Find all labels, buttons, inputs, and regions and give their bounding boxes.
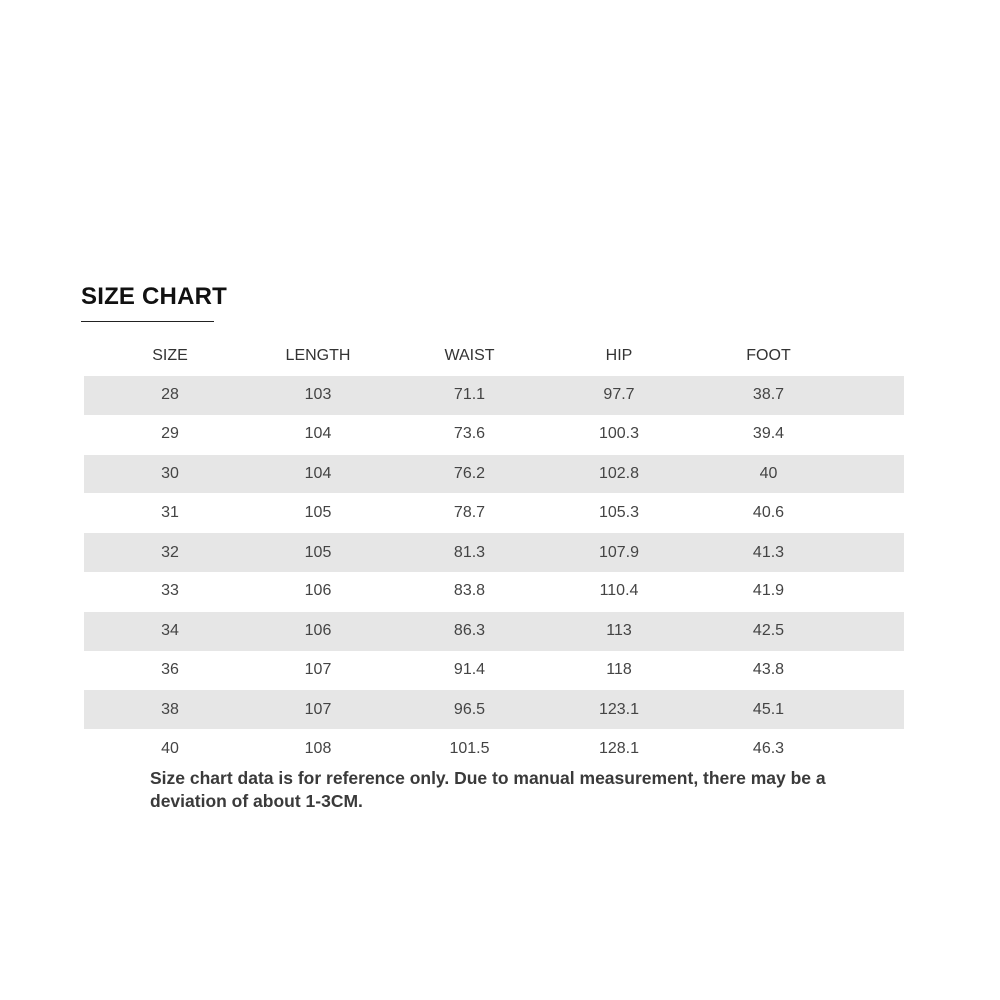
cell-length: 103 xyxy=(256,376,380,415)
cell-foot: 41.3 xyxy=(679,533,858,572)
cell-hip: 128.1 xyxy=(598,739,640,757)
cell-spacer xyxy=(858,533,904,572)
header-foot: FOOT xyxy=(746,346,791,364)
cell-length: 107 xyxy=(304,660,332,678)
table-row xyxy=(84,729,904,768)
cell-hip: 113 xyxy=(559,611,679,650)
cell-spacer xyxy=(858,611,904,650)
cell-size: 32 xyxy=(84,533,256,572)
cell-hip: 123.1 xyxy=(559,690,679,729)
table-header-row xyxy=(84,336,904,376)
cell-length: 107 xyxy=(256,690,380,729)
cell-size: 40 xyxy=(161,739,179,757)
cell-foot: 45.1 xyxy=(679,690,858,729)
cell-foot: 46.3 xyxy=(752,739,785,757)
cell-waist: 76.2 xyxy=(380,454,559,493)
measurement-disclaimer: Size chart data is for reference only. Due to manual measurement, there may be a deviation of about 1-3CM. xyxy=(150,768,826,811)
cell-length: 105 xyxy=(256,533,380,572)
cell-spacer xyxy=(858,376,904,415)
cell-foot: 41.9 xyxy=(752,582,785,600)
cell-waist: 86.3 xyxy=(380,611,559,650)
title-underline xyxy=(81,321,214,322)
cell-size: 29 xyxy=(161,425,179,443)
table-row xyxy=(84,493,904,532)
cell-spacer xyxy=(858,572,904,611)
header-hip: HIP xyxy=(605,346,633,364)
cell-waist: 78.7 xyxy=(453,503,486,521)
cell-length: 108 xyxy=(304,739,332,757)
table-row xyxy=(84,454,904,493)
size-chart-table xyxy=(84,336,904,768)
table-row xyxy=(84,376,904,415)
cell-waist: 71.1 xyxy=(380,376,559,415)
cell-foot: 38.7 xyxy=(679,376,858,415)
header-size: SIZE xyxy=(152,346,188,364)
cell-spacer xyxy=(858,415,904,454)
cell-size: 31 xyxy=(161,503,179,521)
cell-foot: 39.4 xyxy=(752,425,785,443)
cell-size: 38 xyxy=(84,690,256,729)
cell-size: 36 xyxy=(161,660,179,678)
header-length: LENGTH xyxy=(285,346,351,364)
cell-length: 106 xyxy=(304,582,332,600)
cell-foot: 42.5 xyxy=(679,611,858,650)
cell-size: 30 xyxy=(84,454,256,493)
cell-spacer xyxy=(858,729,904,768)
table-row xyxy=(84,415,904,454)
cell-hip: 118 xyxy=(606,660,632,678)
cell-length: 105 xyxy=(304,503,332,521)
cell-hip: 105.3 xyxy=(598,503,640,521)
cell-waist: 73.6 xyxy=(453,425,486,443)
cell-length: 104 xyxy=(256,454,380,493)
header-waist: WAIST xyxy=(444,346,495,364)
header-spacer xyxy=(858,336,904,376)
page-title: SIZE CHART xyxy=(81,283,227,310)
table-row xyxy=(84,572,904,611)
cell-hip: 107.9 xyxy=(559,533,679,572)
cell-hip: 110.4 xyxy=(599,582,639,600)
cell-size: 33 xyxy=(161,582,179,600)
cell-spacer xyxy=(858,493,904,532)
table-row xyxy=(84,533,904,572)
cell-foot: 40.6 xyxy=(752,503,785,521)
cell-spacer xyxy=(858,651,904,690)
cell-size: 28 xyxy=(84,376,256,415)
cell-foot: 43.8 xyxy=(752,660,785,678)
table-row xyxy=(84,690,904,729)
cell-spacer xyxy=(858,454,904,493)
table-row xyxy=(84,611,904,650)
cell-length: 106 xyxy=(256,611,380,650)
cell-size: 34 xyxy=(84,611,256,650)
cell-spacer xyxy=(858,690,904,729)
cell-waist: 83.8 xyxy=(453,582,486,600)
cell-waist: 81.3 xyxy=(380,533,559,572)
cell-hip: 102.8 xyxy=(559,454,679,493)
cell-hip: 97.7 xyxy=(559,376,679,415)
cell-foot: 40 xyxy=(679,454,858,493)
cell-hip: 100.3 xyxy=(598,425,640,443)
cell-waist: 101.5 xyxy=(449,739,490,757)
table-row xyxy=(84,651,904,690)
cell-waist: 96.5 xyxy=(380,690,559,729)
cell-length: 104 xyxy=(304,425,332,443)
cell-waist: 91.4 xyxy=(453,660,486,678)
